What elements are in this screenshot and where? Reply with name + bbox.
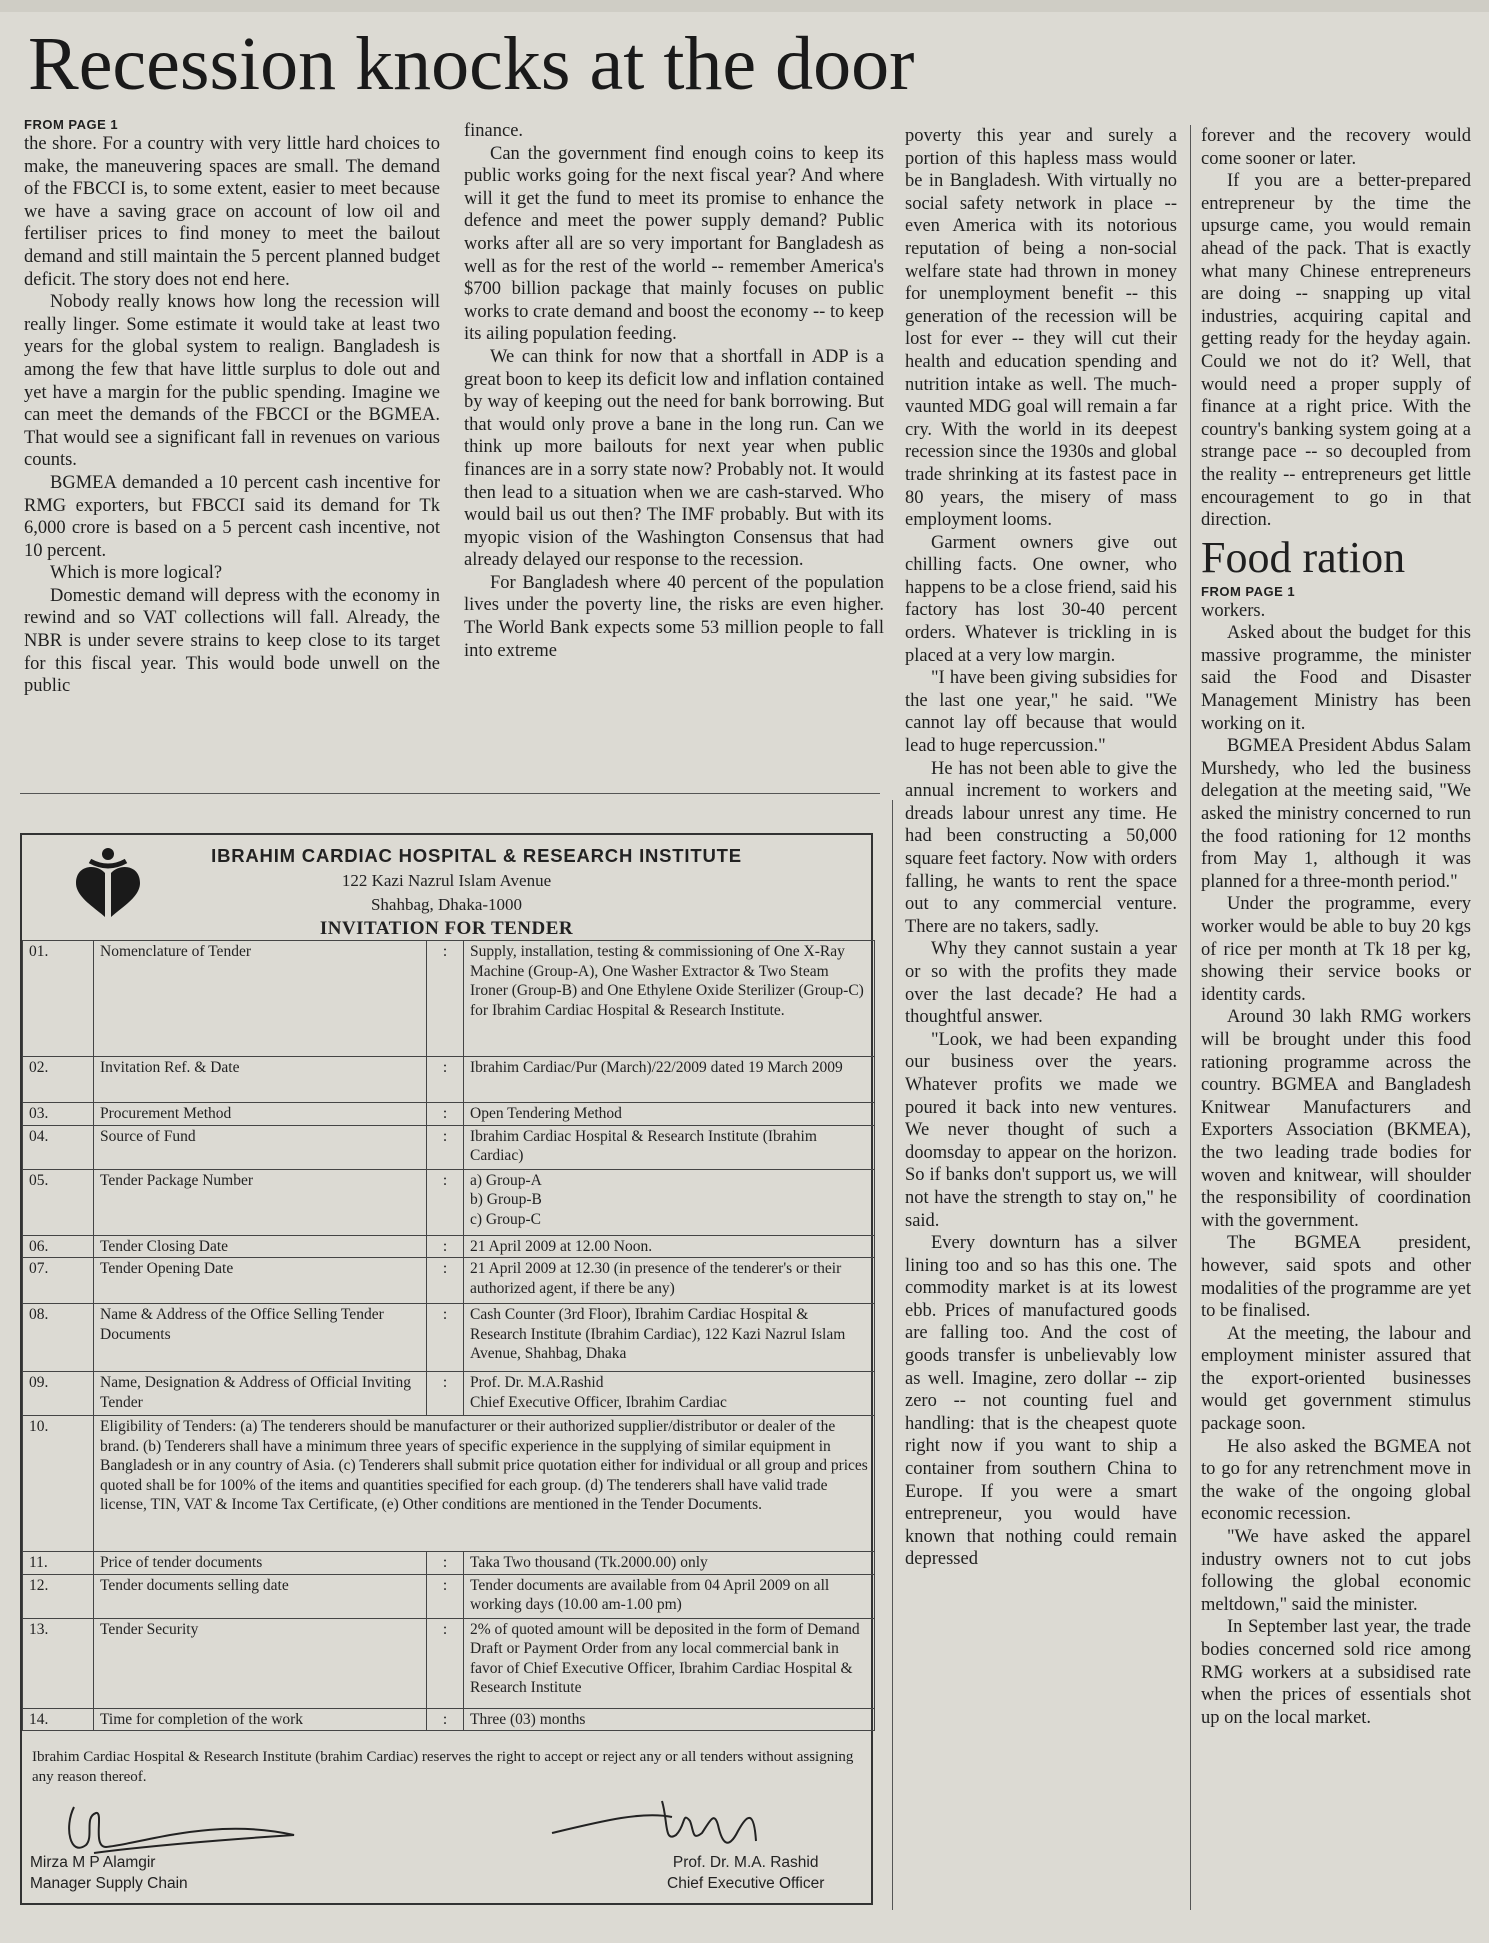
row-number: 08. — [23, 1304, 94, 1372]
table-row — [23, 1103, 875, 1126]
table-row — [23, 1372, 875, 1416]
row-number: 07. — [23, 1258, 94, 1304]
row-colon: : — [427, 1125, 464, 1169]
row-number: 10. — [23, 1416, 94, 1552]
row-label: Price of tender documents — [94, 1552, 427, 1575]
paragraph: He also asked the BGMEA not to go for any retrenchment move in the wake of the ongoing global economic recession. — [1201, 1436, 1471, 1525]
row-number: 03. — [23, 1103, 94, 1126]
from-page-label: FROM PAGE 1 — [1201, 583, 1296, 599]
row-label: Name & Address of the Office Selling Tender Documents — [94, 1304, 427, 1372]
row-label: Invitation Ref. & Date — [94, 1057, 427, 1103]
address-line-2: Shahbag, Dhaka-1000 — [370, 895, 523, 914]
table-row — [23, 1708, 875, 1731]
row-number: 12. — [23, 1574, 94, 1618]
table-row — [23, 1304, 875, 1372]
tender-header — [22, 835, 871, 940]
row-value: Prof. Dr. M.A.Rashid Chief Executive Officer, Ibrahim Cardiac — [464, 1372, 875, 1416]
article-column-2 — [464, 120, 884, 780]
paragraph: Why they cannot sustain a year or so with the profits they made over the last decade? He had a thoughtful answer. — [905, 939, 1177, 1028]
row-value: Open Tendering Method — [464, 1103, 875, 1126]
tender-footer-note: Ibrahim Cardiac Hospital & Research Institute (brahim Cardiac) reserves the right to accept or reject any or all tenders without assigning any reason thereof. — [32, 1749, 854, 1785]
paragraph: For Bangladesh where 40 percent of the population lives under the poverty line, the risks are even higher. The World Bank expects some 53 million people to fall into extreme — [464, 572, 884, 661]
row-number: 14. — [23, 1708, 94, 1731]
table-row — [23, 1169, 875, 1235]
row-value: 2% of quoted amount will be deposited in the form of Demand Draft or Payment Order from any local commercial bank in favor of Chief Executive Officer, Ibrahim Cardiac Hospital & Research Institute — [464, 1618, 875, 1708]
row-value: 21 April 2009 at 12.00 Noon. — [464, 1235, 875, 1258]
tender-heading: INVITATION FOR TENDER — [319, 918, 574, 939]
paragraph: BGMEA demanded a 10 percent cash incentive for RMG exporters, but FBCCI said its demand for Tk 6,000 crore is based on a 5 percent cash incentive, not 10 percent. — [24, 472, 440, 561]
from-page-label: FROM PAGE 1 — [24, 117, 119, 132]
row-value: Supply, installation, testing & commissioning of One X-Ray Machine (Group-A), One Washer Extractor & Two Steam Ironer (Group-B) and One Ethylene Oxide Sterilizer (Group-C) for Ibrahim Cardiac Hospital & Research Institute. — [464, 941, 875, 1057]
row-colon: : — [427, 941, 464, 1057]
table-row — [23, 1125, 875, 1169]
row-colon: : — [427, 1372, 464, 1416]
row-label: Tender documents selling date — [94, 1574, 427, 1618]
paragraph: Garment owners give out chilling facts. One owner, who happens to be a close friend, said his factory has lost 30-40 percent orders. Whatever is trickling in is placed at a very low margin. — [905, 532, 1177, 666]
table-row — [23, 1618, 875, 1708]
row-colon: : — [427, 1235, 464, 1258]
right-signer-name: Prof. Dr. M.A. Rashid — [672, 1854, 819, 1871]
row-colon: : — [427, 1552, 464, 1575]
table-row — [23, 941, 875, 1057]
row-colon: : — [427, 1618, 464, 1708]
row-label: Time for completion of the work — [94, 1708, 427, 1731]
row-number: 04. — [23, 1125, 94, 1169]
row-label: Tender Security — [94, 1618, 427, 1708]
table-row — [23, 1057, 875, 1103]
right-signer — [667, 1852, 824, 1894]
row-colon: : — [427, 1304, 464, 1372]
paragraph: forever and the recovery would come sooner or later. — [1201, 126, 1471, 169]
column-divider — [892, 800, 893, 1910]
article-column-1 — [24, 117, 440, 780]
row-colon: : — [427, 1103, 464, 1126]
row-colon: : — [427, 1258, 464, 1304]
row-number: 01. — [23, 941, 94, 1057]
table-row — [23, 1552, 875, 1575]
right-signature — [542, 1781, 862, 1861]
paragraph: We can think for now that a shortfall in ADP is a great boon to keep its deficit low and inflation contained by way of keeping out the need for bank borrowing. But that would only prove a bane in the long run. Can we think up more bailouts for next year when public finances are in a sorry state now? Probably not. It would then lead to a situation when we are cash-starved. Who would bail us out then? The IMF probably. But with its myopic vision of the Washington Consensus that had already delayed our response to the recession. — [464, 346, 884, 571]
paragraph: "Look, we had been expanding our business over the years. Whatever profits we made we poured it back into new ventures. We never thought of such a doomsday to appear on the horizon. So if banks don't support us, we will not have the strength to stay on," he said. — [905, 1029, 1177, 1231]
paragraph: workers. — [1201, 600, 1266, 621]
food-ration-title: Food ration — [1201, 532, 1406, 582]
column-divider — [20, 793, 880, 794]
row-value: Taka Two thousand (Tk.2000.00) only — [464, 1552, 875, 1575]
paragraph: "We have asked the apparel industry owners not to cut jobs following the global economic meltdown," said the minister. — [1201, 1527, 1471, 1615]
table-row — [23, 1416, 875, 1552]
row-value: Three (03) months — [464, 1708, 875, 1731]
paragraph: BGMEA President Abdus Salam Murshedy, who led the business delegation at the meeting said, "We asked the ministry concerned to run the food rationing for 12 months from May 1, although it was planned for a three-month period." — [1201, 736, 1471, 892]
row-label: Tender Closing Date — [94, 1235, 427, 1258]
paragraph: If you are a better-prepared entrepreneur by the time the upsurge came, you would remain ahead of the pack. That is exactly what many Chinese entrepreneurs are doing -- snapping up vital industries, acquiring capital and getting ready for the heyday again. Could we not do it? Well, that would need a proper supply of finance at a right price. With the country's banking system going at a strange pace -- so decoupled from the reality -- entrepreneurs get little encouragement to go in that direction. — [1201, 171, 1471, 531]
row-value: Tender documents are available from 04 April 2009 on all working days (10.00 am-1.00 pm) — [464, 1574, 875, 1618]
paragraph: He has not been able to give the annual increment to workers and dreads labour unrest any time. He had been constructing a 50,000 square feet factory. Now with orders falling, he wants to rent the space out to any commercial venture. There are no takers, sadly. — [905, 758, 1177, 937]
eligibility-text: Eligibility of Tenders: (a) The tenderers should be manufacturer or their authorized supplier/distributor or dealer of the brand. (b) Tenderers shall have a minimum three years of specific experience in the supplying of similar equipment in Bangladesh or in any country of Asia. (c) Tenderers shall submit price quotation either for individual or all group and prices quoted shall be for 100% of the items and quantities specified for each group. (d) The tenderers shall have valid trade license, TIN, VAT & Income Tax Certificate, (e) Other conditions are mentioned in the Tender Documents. — [94, 1416, 875, 1552]
column-divider — [1190, 125, 1191, 1910]
row-value: 21 April 2009 at 12.30 (in presence of the tenderer's or their authorized agent, if there be any) — [464, 1258, 875, 1304]
paragraph: Can the government find enough coins to keep its public works going for the next fiscal year? And where will it get the fund to meet its promise to enhance the defence and meet the power supply demand? Public works after all are so very important for Bangladesh as well as for the rest of the world -- remember America's $700 billion package that mainly focuses on public works to crate demand and boost the economy -- to keep its ailing population feeding. — [464, 143, 884, 345]
paragraph: Which is more logical? — [50, 563, 223, 584]
table-row — [23, 1235, 875, 1258]
address-line-1: 122 Kazi Nazrul Islam Avenue — [341, 871, 552, 890]
headline: Recession knocks at the door — [28, 22, 915, 106]
paragraph: At the meeting, the labour and employment minister assured that the export-oriented businesses would get government stimulus package soon. — [1201, 1323, 1471, 1435]
paragraph: "I have been giving subsidies for the last one year," he said. "We cannot lay off because that would lead to huge repercussion." — [905, 668, 1177, 757]
row-number: 13. — [23, 1618, 94, 1708]
paragraph: finance. — [464, 121, 524, 141]
paragraph: poverty this year and surely a portion of this hapless mass would be in Bangladesh. With virtually no social safety network in place -- even America with its notorious reputation of being a non-social welfare state had thrown in money for unemployment benefit -- this generation of the recession will be lost for ever -- they will cut their health and education spending and nutrition intake as well. The much-vaunted MDG goal will remain a far cry. With the world in its deepest recession since the 1930s and global trade shrinking at its fastest pace in 80 years, the misery of mass employment looms. — [905, 126, 1177, 531]
left-signer-title: Manager Supply Chain — [30, 1875, 188, 1892]
article-column-4 — [1201, 125, 1471, 1910]
article-column-3 — [905, 125, 1177, 1910]
left-signer-name: Mirza M P Alamgir — [30, 1854, 156, 1871]
paragraph: the shore. For a country with very little hard choices to make, the maneuvering spaces are small. The demand of the FBCCI is, to some extent, easier to meet because we have a saving grace on account of low oil and fertiliser prices to find money to meet the bailout demand and still maintain the 5 percent planned budget deficit. The story does not end here. — [24, 134, 440, 290]
paragraph: Under the programme, every worker would be able to buy 20 kgs of rice per month at Tk 18 per kg, showing their service books or identity cards. — [1201, 894, 1471, 1005]
tender-table — [22, 940, 875, 1731]
row-colon: : — [427, 1169, 464, 1235]
row-label: Source of Fund — [94, 1125, 427, 1169]
table-row — [23, 1574, 875, 1618]
row-colon: : — [427, 1057, 464, 1103]
row-colon: : — [427, 1574, 464, 1618]
row-label: Nomenclature of Tender — [94, 941, 427, 1057]
paragraph: The BGMEA president, however, said spots and other modalities of the programme are yet to be finalised. — [1201, 1233, 1471, 1322]
row-label: Name, Designation & Address of Official Inviting Tender — [94, 1372, 427, 1416]
paragraph: Domestic demand will depress with the economy in rewind and so VAT collections will fall. Already, the NBR is under severe strains to keep close to its target for this fiscal year. This would bode unwell on the public — [24, 585, 440, 697]
row-number: 09. — [23, 1372, 94, 1416]
row-value: Ibrahim Cardiac Hospital & Research Institute (Ibrahim Cardiac) — [464, 1125, 875, 1169]
paragraph: Around 30 lakh RMG workers will be brought under this food rationing programme across the country. BGMEA and Bangladesh Knitwear Manufacturers and Exporters Association (BKMEA), the two leading trade bodies for woven and knitwear, will shoulder the responsibility of coordination with the government. — [1201, 1007, 1471, 1231]
left-signer — [30, 1852, 188, 1894]
paragraph: Nobody really knows how long the recession will really linger. Some estimate it would take at least two years for the global system to realign. Bangladesh is among the few that have little surplus to dole out and yet have a margin for the public spending. Imagine we can meet the demands of the FBCCI or the BGMEA. That would see a significant fall in revenues on various counts. — [24, 292, 440, 471]
right-signer-title: Chief Executive Officer — [667, 1875, 825, 1892]
paragraph: Asked about the budget for this massive programme, the minister said the Food and Disaster Management Ministry has been working on it. — [1201, 623, 1471, 734]
paragraph: In September last year, the trade bodies concerned sold rice among RMG workers at a subsidised rate when the prices of essentials shot up on the local market. — [1201, 1617, 1471, 1728]
row-colon: : — [427, 1708, 464, 1731]
row-value: a) Group-A b) Group-B c) Group-C — [464, 1169, 875, 1235]
row-number: 05. — [23, 1169, 94, 1235]
top-strip — [0, 0, 1489, 12]
row-value: Ibrahim Cardiac/Pur (March)/22/2009 dated 19 March 2009 — [464, 1057, 875, 1103]
row-number: 06. — [23, 1235, 94, 1258]
row-number: 02. — [23, 1057, 94, 1103]
hospital-name: IBRAHIM CARDIAC HOSPITAL & RESEARCH INSTITUTE — [211, 845, 742, 866]
row-label: Tender Package Number — [94, 1169, 427, 1235]
paragraph: Every downturn has a silver lining too and so has this one. The commodity market is at its lowest ebb. Prices of manufactured goods are falling too. And the cost of goods transfer is unbelievably low as well. Imagine, zero dollar -- zip zero -- not counting fuel and handling: that is the cheapest quote right now if you want to ship a container from southern China to Europe. If you were a smart entrepreneur, you would have known that nothing could remain depressed — [905, 1233, 1177, 1570]
table-row — [23, 1258, 875, 1304]
row-label: Tender Opening Date — [94, 1258, 427, 1304]
row-value: Cash Counter (3rd Floor), Ibrahim Cardiac Hospital & Research Institute (Ibrahim Cardiac), 122 Kazi Nazrul Islam Avenue, Shahbag, Dhaka — [464, 1304, 875, 1372]
row-number: 11. — [23, 1552, 94, 1575]
tender-advertisement — [20, 833, 873, 1905]
row-label: Procurement Method — [94, 1103, 427, 1126]
